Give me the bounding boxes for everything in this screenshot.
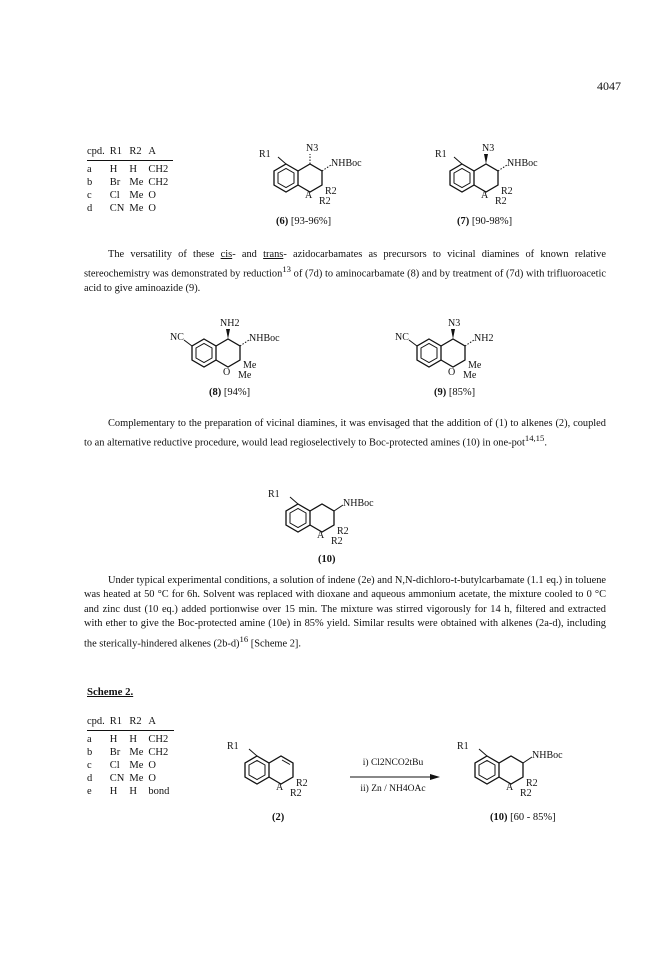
r2-label: R2: [290, 788, 302, 799]
top-group-label: N3: [448, 318, 461, 329]
r2-label: R2: [296, 778, 308, 789]
table-header-cell: cpd.: [87, 145, 110, 161]
table-row: [87, 176, 173, 189]
me-label: Me: [238, 370, 252, 381]
text-run: trans: [263, 249, 284, 260]
structure-8-caption: [209, 387, 250, 398]
top-group-label: N3: [482, 143, 495, 154]
atom-a-label: A: [506, 782, 514, 793]
yield-range: [93-96%]: [290, 216, 332, 227]
structure-10: [268, 480, 398, 552]
r1-label: R1: [227, 741, 239, 752]
table-header-cell: A: [148, 145, 173, 161]
table-cell: CH2: [148, 747, 169, 758]
table-row: [87, 161, 173, 177]
structure-2-caption: [272, 812, 284, 823]
text-run: of (7d) to aminocarbamate (8) and by treatment of (7d) with trifluoroacetic acid to give aminoazide (9).: [84, 268, 606, 295]
yield-range: [60 - 85%]: [510, 812, 556, 823]
compound-label: (10): [490, 812, 508, 823]
r2-label: R2: [526, 778, 538, 789]
atom-a-label: A: [305, 190, 313, 201]
table-row: [87, 785, 174, 798]
table-header-cell: R1: [110, 145, 130, 161]
table-cell: Br: [109, 747, 121, 758]
table-cell: b: [87, 747, 93, 758]
r2-label: R2: [325, 186, 337, 197]
right-group-label: NHBoc: [507, 158, 538, 169]
paragraph-versatility: [84, 248, 606, 297]
reagent-step-2: ii) Zn / NH4OAc: [360, 784, 426, 794]
table-cell: H: [109, 786, 118, 797]
r1-label: R1: [268, 489, 280, 500]
me-label: Me: [468, 360, 482, 371]
r1-label: R1: [457, 741, 469, 752]
table-cell: Me: [129, 177, 144, 188]
right-group-label: NH2: [474, 333, 494, 344]
structure-9-caption: [434, 387, 475, 398]
table-cell: Me: [129, 747, 144, 758]
table-cell: CH2: [148, 164, 169, 175]
structure-7: [432, 140, 562, 212]
cn-label: NC: [395, 332, 409, 343]
compound-label: (10): [318, 554, 336, 565]
table-cell: c: [87, 190, 92, 201]
table-row: [87, 759, 174, 772]
yield-range: [94%]: [223, 387, 251, 398]
yield-range: [85%]: [448, 387, 476, 398]
text-run: .: [544, 437, 547, 449]
table-cell: a: [87, 734, 92, 745]
table-cell: Cl: [109, 190, 120, 201]
structure-7-caption: [457, 216, 512, 227]
text-run: Under typical experimental conditions, a solution of indene (2e) and N,N-dichloro-t-butylcarbamate (1.1 eq.) in toluene was heated at 50 °C for 6h. Solvent was replaced with dioxane and aqueous ammonium acetate, the mixture cooled to 0 °C and zinc dust (10 eq.) added portionwise over 15 min. The mixture was stirred vigorously for 14 h, filtered and extracted with ether to give the Boc-protected amine (10e) in 85% yield. Similar results were obtained with alkenes (2a-d), including the sterically-hindered alkenes (2b-d): [84, 575, 606, 650]
citation: 14,15: [524, 433, 545, 444]
text-run: [Scheme 2].: [248, 638, 301, 650]
compound-label: (2): [272, 812, 285, 823]
table-cell: H: [109, 734, 118, 745]
compound-label: (9): [434, 387, 447, 398]
compound-table-2: [87, 715, 174, 798]
me-label: Me: [243, 360, 257, 371]
page-number: 4047: [597, 79, 621, 93]
structure-10-caption: [318, 554, 336, 565]
scheme-2-title: Scheme 2.: [87, 686, 134, 698]
table-cell: H: [129, 786, 137, 797]
table-cell: Cl: [109, 760, 120, 771]
text-run: cis: [220, 249, 233, 260]
right-group-label: NHBoc: [343, 498, 374, 509]
table-cell: e: [87, 786, 92, 797]
table-header-cell: R2: [129, 145, 148, 161]
table-cell: Br: [109, 177, 121, 188]
table-cell: d: [87, 773, 93, 784]
table-cell: b: [87, 177, 93, 188]
table-cell: O: [148, 760, 156, 771]
paragraph-experimental: [84, 574, 606, 652]
r2-label: R2: [495, 196, 507, 207]
table-cell: H: [129, 734, 137, 745]
atom-a-label: A: [317, 530, 325, 541]
me-label: Me: [463, 370, 477, 381]
table-header-cell: R2: [129, 715, 148, 731]
structure-6-caption: [276, 216, 331, 227]
structure-2-alkene: [227, 732, 347, 804]
table-header-cell: cpd.: [87, 715, 110, 731]
cn-label: NC: [170, 332, 184, 343]
table-header-cell: R1: [110, 715, 130, 731]
right-group-label: NHBoc: [249, 333, 280, 344]
text-run: - and: [232, 249, 264, 260]
citation: 13: [282, 264, 291, 275]
table-cell: d: [87, 203, 93, 214]
r2-label: R2: [337, 526, 349, 537]
table-row: [87, 189, 173, 202]
table-cell: H: [109, 164, 118, 175]
table-row: [87, 731, 174, 747]
compound-label: (8): [209, 387, 222, 398]
right-group-label: NHBoc: [532, 750, 563, 761]
atom-a-label: A: [276, 782, 284, 793]
structure-10-product: [457, 732, 597, 804]
compound-label: (6): [276, 216, 289, 227]
text-run: - azidocarbamates as precursors to vicinal diamines of known relative stereochemistry was demonstrated by reduction: [84, 249, 606, 280]
r2-label: R2: [501, 186, 513, 197]
r2-label: R2: [319, 196, 331, 207]
table-cell: Me: [129, 760, 144, 771]
top-group-label: N3: [306, 143, 319, 154]
r1-label: R1: [435, 149, 447, 160]
table-cell: Me: [129, 773, 144, 784]
structure-10-product-caption: [490, 812, 556, 823]
reaction-arrow: [350, 773, 440, 781]
right-group-label: NHBoc: [331, 158, 362, 169]
table-header-row: [87, 145, 173, 161]
table-cell: CN: [109, 773, 125, 784]
table-cell: CN: [109, 203, 125, 214]
table-cell: O: [148, 190, 156, 201]
table-cell: c: [87, 760, 92, 771]
top-group-label: NH2: [220, 318, 240, 329]
paragraph-complementary: [84, 417, 606, 451]
table-row: [87, 202, 173, 215]
r1-label: R1: [259, 149, 271, 160]
table-cell: bond: [148, 786, 170, 797]
compound-table-1: [87, 145, 173, 215]
atom-a-label: A: [481, 190, 489, 201]
r2-label: R2: [520, 788, 532, 799]
yield-range: [90-98%]: [471, 216, 513, 227]
atom-o-label: O: [223, 367, 231, 378]
text-run: Complementary to the preparation of vicinal diamines, it was envisaged that the addition of (1) to alkenes (2), coupled to an alternative reductive procedure, would lead regioselectively to Boc-protected amines (10) in one-pot: [84, 418, 606, 449]
text-run: The versatility of these: [108, 249, 221, 260]
structure-8: [170, 313, 320, 385]
table-cell: H: [129, 164, 137, 175]
table-cell: CH2: [148, 734, 169, 745]
table-row: [87, 772, 174, 785]
table-cell: Me: [129, 203, 144, 214]
table-cell: Me: [129, 190, 144, 201]
table-cell: a: [87, 164, 92, 175]
table-header-row: [87, 715, 174, 731]
atom-o-label: O: [448, 367, 456, 378]
r2-label: R2: [331, 536, 343, 547]
table-cell: CH2: [148, 177, 169, 188]
table-cell: O: [148, 203, 156, 214]
table-cell: O: [148, 773, 156, 784]
table-row: [87, 746, 174, 759]
compound-label: (7): [457, 216, 470, 227]
structure-6: [256, 140, 376, 212]
structure-9: [395, 313, 545, 385]
reagent-step-1: i) Cl2NCO2tBu: [362, 758, 424, 768]
table-header-cell: A: [148, 715, 174, 731]
citation: 16: [239, 633, 249, 644]
